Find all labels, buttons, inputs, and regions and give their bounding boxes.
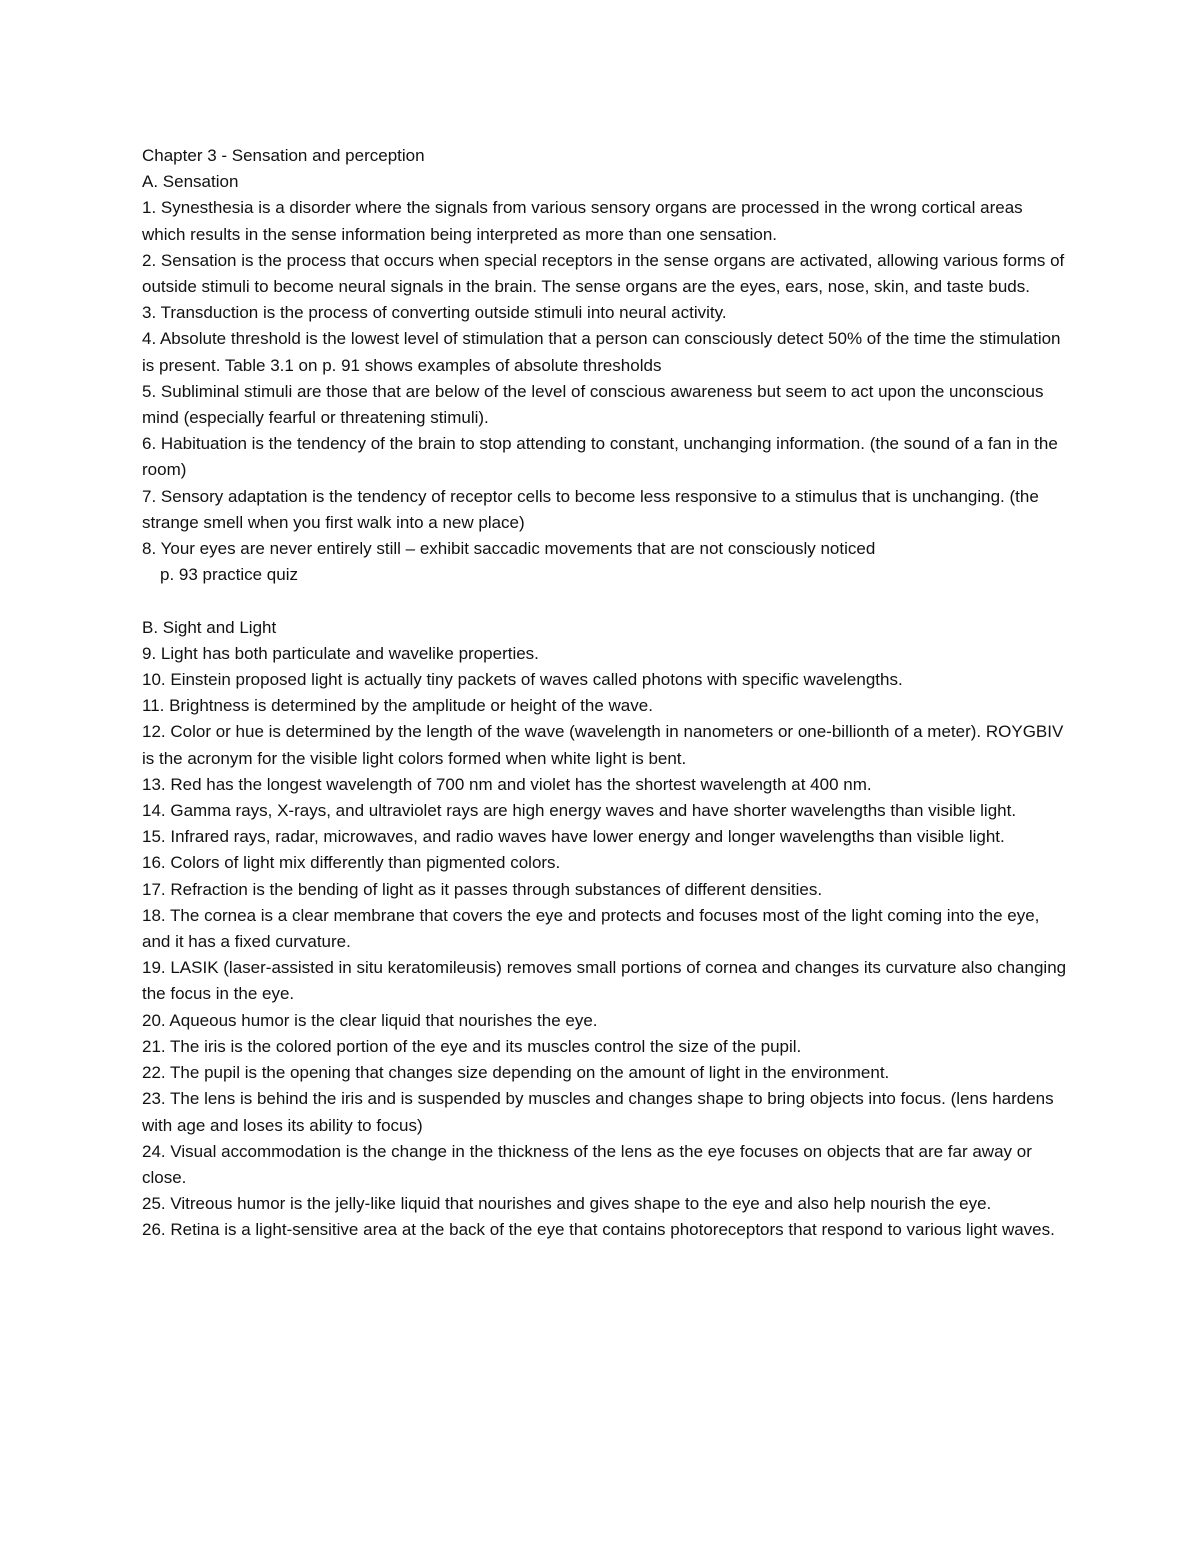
list-item: 5. Subliminal stimuli are those that are below of the level of conscious awareness but seem to act upon the unconscious mind (especially fearful or threatening stimuli).	[142, 381, 1044, 428]
list-item: 15. Infrared rays, radar, microwaves, and radio waves have lower energy and longer wavelengths than visible light.	[142, 827, 1005, 847]
list-item: 3. Transduction is the process of converting outside stimuli into neural activity.	[142, 303, 727, 323]
list-item: 17. Refraction is the bending of light as it passes through substances of different densities.	[142, 879, 823, 899]
section-heading-sensation: A. Sensation	[142, 172, 239, 192]
list-item: 18. The cornea is a clear membrane that covers the eye and protects and focuses most of the light coming into the eye, and it has a fixed curvature.	[142, 905, 1040, 952]
list-item: 12. Color or hue is determined by the length of the wave (wavelength in nanometers or one-billionth of a meter). ROYGBIV is the acronym for the visible light colors formed when white light is bent.	[142, 722, 1064, 768]
list-item: 8. Your eyes are never entirely still – exhibit saccadic movements that are not consciously noticed	[142, 539, 876, 559]
list-item: 11. Brightness is determined by the amplitude or height of the wave.	[142, 696, 653, 716]
document-body	[142, 143, 1067, 1244]
list-item: 14. Gamma rays, X-rays, and ultraviolet rays are high energy waves and have shorter wavelengths than visible light.	[142, 801, 1017, 821]
list-item: 6. Habituation is the tendency of the brain to stop attending to constant, unchanging information. (the sound of a fan in the room)	[142, 434, 1058, 480]
list-item: 1. Synesthesia is a disorder where the signals from various sensory organs are processed in the wrong cortical areas which results in the sense information being interpreted as more than one sensation.	[142, 198, 1023, 244]
list-item: 26. Retina is a light-sensitive area at the back of the eye that contains photoreceptors that respond to various light waves.	[142, 1220, 1055, 1240]
document-title: Chapter 3 - Sensation and perception	[142, 146, 425, 165]
list-item: 20. Aqueous humor is the clear liquid that nourishes the eye.	[142, 1010, 598, 1030]
list-item: 9. Light has both particulate and wavelike properties.	[142, 643, 539, 663]
list-item: 24. Visual accommodation is the change in the thickness of the lens as the eye focuses on objects that are far away or close.	[142, 1141, 1032, 1187]
list-item: 21. The iris is the colored portion of the eye and its muscles control the size of the pupil.	[142, 1036, 802, 1056]
list-item: 16. Colors of light mix differently than pigmented colors.	[142, 853, 561, 873]
practice-quiz-note: p. 93 practice quiz	[160, 565, 298, 585]
list-item: 7. Sensory adaptation is the tendency of receptor cells to become less responsive to a stimulus that is unchanging. (the strange smell when you first walk into a new place)	[142, 486, 1039, 532]
list-item: 10. Einstein proposed light is actually tiny packets of waves called photons with specific wavelengths.	[142, 670, 903, 690]
list-item: 2. Sensation is the process that occurs when special receptors in the sense organs are activated, allowing various forms of outside stimuli to become neural signals in the brain. The sense organs are the eyes, ears, nose, skin, and taste buds.	[142, 250, 1065, 297]
list-item: 4. Absolute threshold is the lowest level of stimulation that a person can consciously detect 50% of the time the stimulation is present. Table 3.1 on p. 91 shows examples of absolute thresholds	[142, 329, 1061, 375]
section-heading-sight-and-light: B. Sight and Light	[142, 617, 277, 637]
list-item: 19. LASIK (laser-assisted in situ keratomileusis) removes small portions of cornea and changes its curvature also changing the focus in the eye.	[142, 958, 1067, 1004]
list-item: 13. Red has the longest wavelength of 700 nm and violet has the shortest wavelength at 400 nm.	[142, 774, 872, 794]
list-item: 25. Vitreous humor is the jelly-like liquid that nourishes and gives shape to the eye and also help nourish the eye.	[142, 1194, 992, 1214]
blank-line	[142, 588, 1067, 614]
list-item: 23. The lens is behind the iris and is suspended by muscles and changes shape to bring objects into focus. (lens hardens with age and loses its ability to focus)	[142, 1089, 1054, 1135]
list-item: 22. The pupil is the opening that changes size depending on the amount of light in the environment.	[142, 1063, 890, 1083]
